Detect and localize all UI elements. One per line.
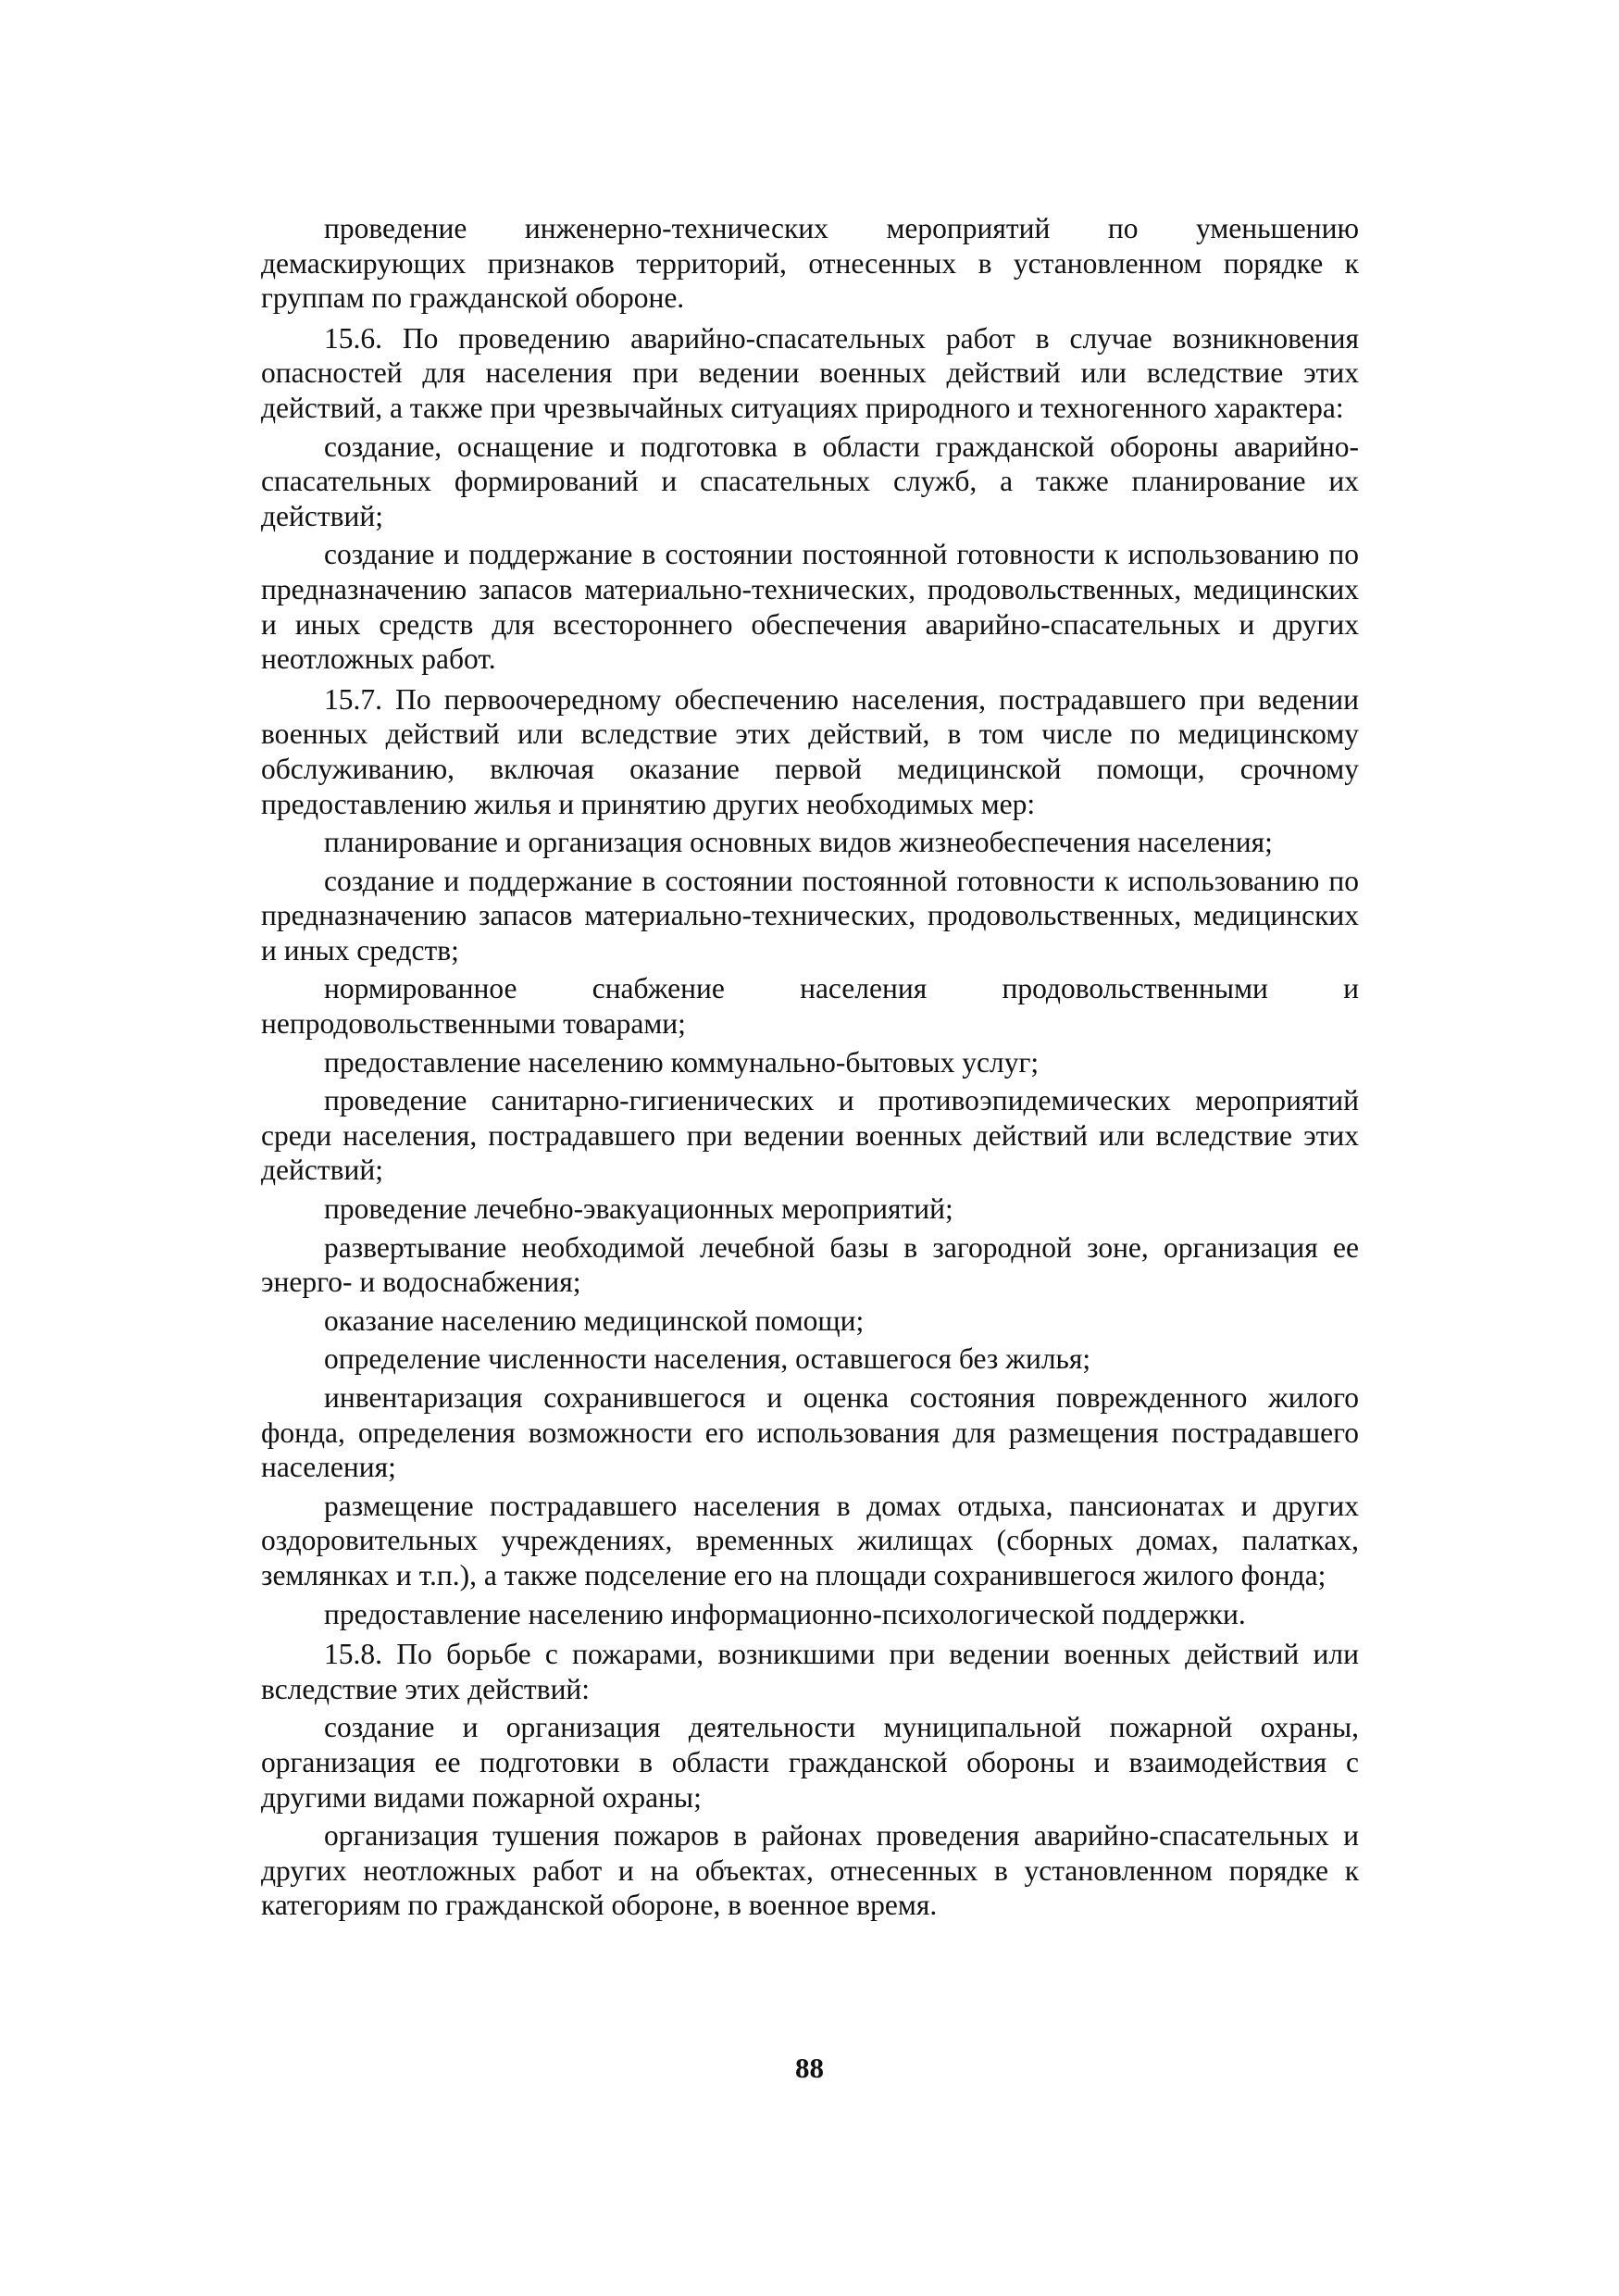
document-body xyxy=(261,211,1359,1927)
paragraph-item: создание и поддержание в состоянии постоянной готовности к использованию по предназначению запасов материально-технических, продовольственных, медицинских и иных средств для всестороннего обеспечения аварийно-спасательных и других неотложных работ. xyxy=(261,538,1359,676)
paragraph-section-15-6: 15.6. По проведению аварийно-спасательных работ в случае возникновения опасностей для населения при ведении военных действий или вследствие этих действий, а также при чрезвычайных ситуациях природного и техногенного характера: xyxy=(261,321,1359,424)
paragraph-section-15-8: 15.8. По борьбе с пожарами, возникшими при ведении военных действий или вследствие этих действий: xyxy=(261,1638,1359,1705)
paragraph-item: оказание населению медицинской помощи; xyxy=(324,1304,865,1337)
paragraph-item: проведение лечебно-эвакуационных мероприятий; xyxy=(324,1192,953,1226)
paragraph-item: предоставление населению информационно-психологической поддержки. xyxy=(324,1597,1246,1630)
paragraph-item: планирование и организация основных видов жизнеобеспечения населения; xyxy=(324,826,1273,859)
paragraph-item: проведение инженерно-технических мероприятий по уменьшению демаскирующих признаков территорий, отнесенных в установленном порядке к группам по гражданской обороне. xyxy=(261,212,1359,315)
paragraph-section-15-7: 15.7. По первоочередному обеспечению населения, пострадавшего при ведении военных действий или вследствие этих действий, в том числе по медицинскому обслуживанию, включая оказание первой медицинской помощи, срочному предоставлению жилья и принятию других необходимых мер: xyxy=(261,682,1359,820)
paragraph-item: развертывание необходимой лечебной базы в загородной зоне, организация ее энерго- и водоснабжения; xyxy=(261,1230,1359,1299)
paragraph-item: инвентаризация сохранившегося и оценка состояния поврежденного жилого фонда, определения возможности его использования для размещения пострадавшего населения; xyxy=(261,1381,1359,1484)
paragraph-item: определение численности населения, оставшегося без жилья; xyxy=(324,1342,1091,1376)
paragraph-item: создание, оснащение и подготовка в области гражданской обороны аварийно-спасательных формирований и спасательных служб, а также планирование их действий; xyxy=(261,430,1359,532)
page-number: 88 xyxy=(795,2052,824,2084)
paragraph-item: предоставление населению коммунально-бытовых услуг; xyxy=(324,1045,1040,1079)
paragraph-item: создание и организация деятельности муниципальной пожарной охраны, организация ее подготовки в области гражданской обороны и взаимодействия с другими видами пожарной охраны; xyxy=(261,1711,1359,1814)
paragraph-item: размещение пострадавшего населения в домах отдыха, пансионатах и других оздоровительных учреждениях, временных жилищах (сборных домах, палатках, землянках и т.п.), а также подселение его на площади сохранившегося жилого фонда; xyxy=(261,1489,1359,1591)
paragraph-item: проведение санитарно-гигиенических и противоэпидемических мероприятий среди населения, пострадавшего при ведении военных действий или вследствие этих действий; xyxy=(261,1084,1359,1187)
paragraph-item: нормированное снабжение населения продовольственными и непродовольственными товарами; xyxy=(261,972,1359,1041)
paragraph-item: организация тушения пожаров в районах проведения аварийно-спасательных и других неотложных работ и на объектах, отнесенных в установленном порядке к категориям по гражданской обороне, в военное время. xyxy=(261,1819,1359,1922)
paragraph-item: создание и поддержание в состоянии постоянной готовности к использованию по предназначению запасов материально-технических, продовольственных, медицинских и иных средств; xyxy=(261,864,1359,967)
